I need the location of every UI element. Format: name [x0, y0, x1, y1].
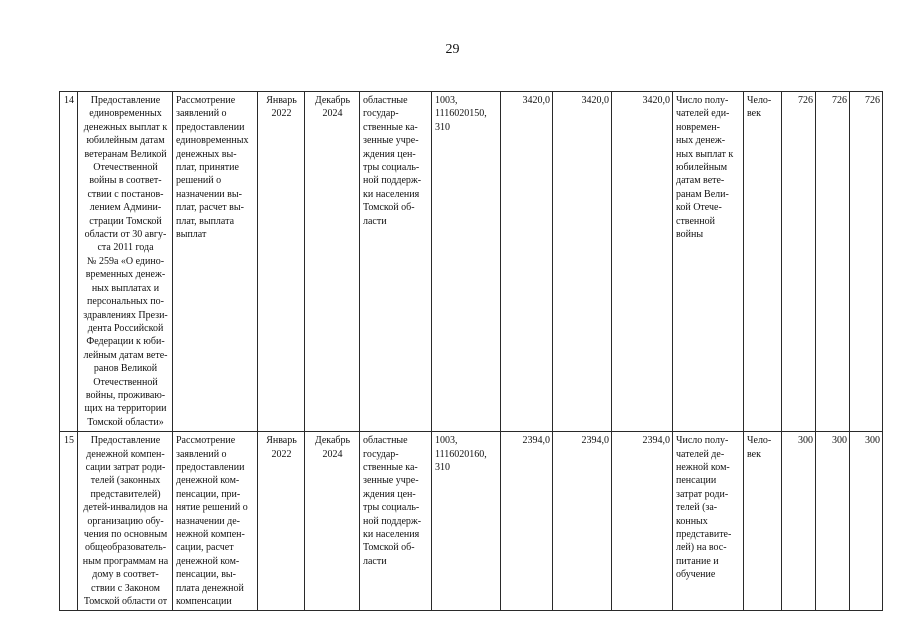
cell-text-line: телей (законных — [90, 475, 161, 487]
start-date-cell — [258, 432, 305, 611]
cell-text-line: ветеранам Великой — [84, 148, 167, 160]
funding-2022-cell: 2394,0 — [501, 432, 553, 611]
cell-text-line: предоставлении — [176, 121, 245, 133]
cell-text-line: ласти — [363, 555, 387, 567]
cell-text-line: решений о — [176, 175, 222, 187]
cell-text-line: лей) на вос- — [676, 542, 727, 554]
cell-text-line: кой Отече- — [676, 202, 722, 214]
cell-text-line: чателей де- — [676, 448, 725, 460]
cell-text-line: 2022 — [271, 108, 292, 120]
cell-text-line: обучение — [676, 569, 716, 581]
cell-text-line: ных выплат к — [676, 148, 734, 160]
cell-text-line: Январь — [266, 435, 297, 447]
cell-text-line: чения по основным — [83, 529, 168, 540]
cell-text-line: Число полу- — [676, 435, 729, 447]
cell-text-line: питание и — [676, 555, 719, 567]
program-activities-table — [59, 91, 883, 611]
cell-text-line: ной поддерж- — [363, 175, 422, 187]
indicator-cell — [673, 432, 744, 611]
funding-2024-cell: 3420,0 — [612, 92, 673, 432]
cell-text-line: детей-инвалидов на — [83, 502, 168, 514]
cell-text-line: Январь — [266, 95, 297, 106]
cell-text-line: Декабрь — [314, 435, 351, 447]
budget-code-cell — [432, 432, 501, 611]
table-row — [60, 92, 883, 432]
unit-cell — [744, 92, 782, 432]
cell-text-line: 310 — [435, 461, 450, 473]
executor-cell — [360, 432, 432, 611]
cell-text-line: денежной компен- — [86, 448, 165, 460]
cell-text-line: представителей) — [90, 488, 161, 500]
cell-text-line: плата денежной — [176, 582, 244, 594]
cell-text-line: здравлениях Прези- — [83, 309, 168, 321]
cell-text-line: телей (за- — [676, 502, 718, 514]
cell-text-line: государ- — [363, 108, 399, 120]
cell-text-line: 1116020160, — [435, 448, 487, 460]
cell-text-line: назначении вы- — [176, 188, 242, 200]
cell-text-line: нежной компен- — [176, 529, 245, 540]
cell-text-line: 1003, — [435, 95, 458, 106]
cell-text-line: общеобразователь- — [84, 542, 167, 554]
cell-text-line: чателей еди- — [676, 108, 730, 120]
cell-text-line: войны, проживаю- — [85, 389, 166, 401]
indicator-2023-cell: 300 — [816, 432, 850, 611]
cell-text-line: век — [747, 108, 761, 120]
cell-text-line: Отечественной — [93, 376, 158, 388]
cell-text-line: 2022 — [271, 448, 292, 460]
cell-text-line: 310 — [435, 121, 450, 133]
cell-text-line: Чело- — [747, 435, 772, 447]
cell-text-line: пенсации — [676, 475, 717, 487]
end-date-cell — [305, 432, 360, 611]
indicator-2024-cell: 726 — [850, 92, 883, 432]
activity-action-cell — [173, 92, 258, 432]
cell-text-line: денежных выплат к — [83, 121, 168, 133]
cell-text-line: зенные учре- — [363, 135, 419, 147]
cell-text-line: лением Админи- — [89, 202, 162, 214]
cell-text-line: ных денеж- — [676, 135, 726, 147]
cell-text-line: денежной ком- — [176, 475, 240, 487]
cell-text-line: выплат — [176, 229, 207, 241]
cell-text-line: пенсации, при- — [176, 488, 241, 500]
cell-text-line: компенсации — [176, 596, 232, 608]
funding-2023-cell: 3420,0 — [553, 92, 612, 432]
budget-code-cell — [432, 92, 501, 432]
cell-text-line: ственные ка- — [363, 461, 418, 473]
funding-2022-cell: 3420,0 — [501, 92, 553, 432]
cell-text-line: тры социаль- — [363, 162, 420, 174]
cell-text-line: денежной ком- — [176, 555, 240, 567]
cell-text-line: Предоставление — [90, 95, 161, 106]
cell-text-line: назначении де- — [176, 515, 241, 527]
cell-text-line: ждения цен- — [363, 488, 416, 500]
cell-text-line: ранам Вели- — [676, 188, 729, 200]
cell-text-line: Томской об- — [363, 202, 415, 214]
cell-text-line: ста 2011 года — [97, 242, 154, 254]
cell-text-line: ственные ка- — [363, 121, 418, 133]
row-number: 15 — [60, 432, 78, 611]
cell-text-line: области от 30 авгу- — [84, 229, 167, 241]
cell-text-line: организацию обу- — [87, 515, 164, 527]
cell-text-line: ранов Великой — [93, 363, 158, 375]
cell-text-line: 2024 — [322, 108, 343, 120]
cell-text-line: датам вете- — [676, 175, 725, 187]
cell-text-line: тры социаль- — [363, 502, 420, 514]
cell-text-line: дента Российской — [87, 322, 164, 334]
activity-name-cell — [78, 432, 173, 611]
cell-text-line: сации затрат роди- — [85, 461, 166, 473]
cell-text-line: Рассмотрение — [176, 95, 236, 106]
table-row — [60, 432, 883, 611]
cell-text-line: щих на территории — [84, 403, 167, 415]
indicator-cell — [673, 92, 744, 432]
cell-text-line: зенные учре- — [363, 475, 419, 487]
cell-text-line: Чело- — [747, 95, 772, 106]
cell-text-line: войны — [676, 229, 704, 241]
cell-text-line: сации, расчет — [176, 542, 234, 554]
cell-text-line: ных выплатах и — [91, 282, 160, 294]
cell-text-line: ласти — [363, 215, 387, 227]
cell-text-line: единовременных — [176, 135, 249, 147]
cell-text-line: лейным датам вете- — [83, 349, 168, 361]
end-date-cell — [305, 92, 360, 432]
funding-2023-cell: 2394,0 — [553, 432, 612, 611]
cell-text-line: единовременных — [89, 108, 162, 120]
unit-cell — [744, 432, 782, 611]
cell-text-line: затрат роди- — [676, 488, 729, 500]
cell-text-line: Томской об- — [363, 542, 415, 554]
indicator-2022-cell: 300 — [782, 432, 816, 611]
indicator-2024-cell: 300 — [850, 432, 883, 611]
cell-text-line: персональных по- — [87, 296, 164, 308]
cell-text-line: ным программам на — [82, 555, 169, 567]
cell-text-line: Томской области от — [83, 596, 168, 608]
cell-text-line: плат, выплата — [176, 215, 235, 227]
cell-text-line: ствии с Законом — [91, 582, 160, 594]
cell-text-line: предоставлении — [176, 461, 245, 473]
activity-name-cell — [78, 92, 173, 432]
cell-text-line: плат, принятие — [176, 162, 239, 174]
cell-text-line: областные — [363, 95, 408, 106]
cell-text-line: Предоставление — [90, 435, 161, 447]
cell-text-line: Томской области» — [87, 416, 164, 428]
cell-text-line: плат, расчет вы- — [176, 202, 244, 214]
executor-cell — [360, 92, 432, 432]
indicator-2022-cell: 726 — [782, 92, 816, 432]
cell-text-line: дому в соответ- — [92, 569, 159, 581]
cell-text-line: ствии с постанов- — [87, 188, 164, 200]
cell-text-line: областные — [363, 435, 408, 447]
cell-text-line: ждения цен- — [363, 148, 416, 160]
cell-text-line: денежных вы- — [176, 148, 237, 160]
cell-text-line: нежной ком- — [676, 461, 730, 473]
cell-text-line: век — [747, 448, 761, 460]
cell-text-line: Декабрь — [314, 95, 351, 106]
cell-text-line: страции Томской — [89, 215, 162, 227]
cell-text-line: временных денеж- — [85, 269, 166, 281]
cell-text-line: ки населения — [363, 188, 420, 200]
start-date-cell — [258, 92, 305, 432]
cell-text-line: ки населения — [363, 529, 420, 540]
funding-2024-cell: 2394,0 — [612, 432, 673, 611]
cell-text-line: Число полу- — [676, 95, 729, 106]
cell-text-line: заявлений о — [176, 448, 227, 460]
cell-text-line: государ- — [363, 448, 399, 460]
page-number: 29 — [445, 42, 460, 57]
cell-text-line: войны в соответ- — [89, 175, 162, 187]
cell-text-line: представите- — [676, 529, 732, 540]
cell-text-line: юбилейным датам — [86, 135, 165, 147]
cell-text-line: заявлений о — [176, 108, 227, 120]
cell-text-line: 1116020150, — [435, 108, 487, 120]
cell-text-line: ственной — [676, 215, 715, 227]
cell-text-line: ной поддерж- — [363, 515, 422, 527]
cell-text-line: пенсации, вы- — [176, 569, 236, 581]
row-number: 14 — [60, 92, 78, 432]
cell-text-line: 1003, — [435, 435, 458, 447]
cell-text-line: конных — [676, 515, 708, 527]
cell-text-line: 2024 — [322, 448, 343, 460]
cell-text-line: Рассмотрение — [176, 435, 236, 447]
cell-text-line: новремен- — [676, 121, 720, 133]
cell-text-line: Федерации к юби- — [86, 336, 165, 348]
cell-text-line: юбилейным — [676, 162, 728, 174]
cell-text-line: № 259а «О едино- — [86, 255, 165, 267]
indicator-2023-cell: 726 — [816, 92, 850, 432]
activity-action-cell — [173, 432, 258, 611]
cell-text-line: нятие решений о — [176, 502, 248, 514]
cell-text-line: Отечественной — [93, 162, 158, 174]
